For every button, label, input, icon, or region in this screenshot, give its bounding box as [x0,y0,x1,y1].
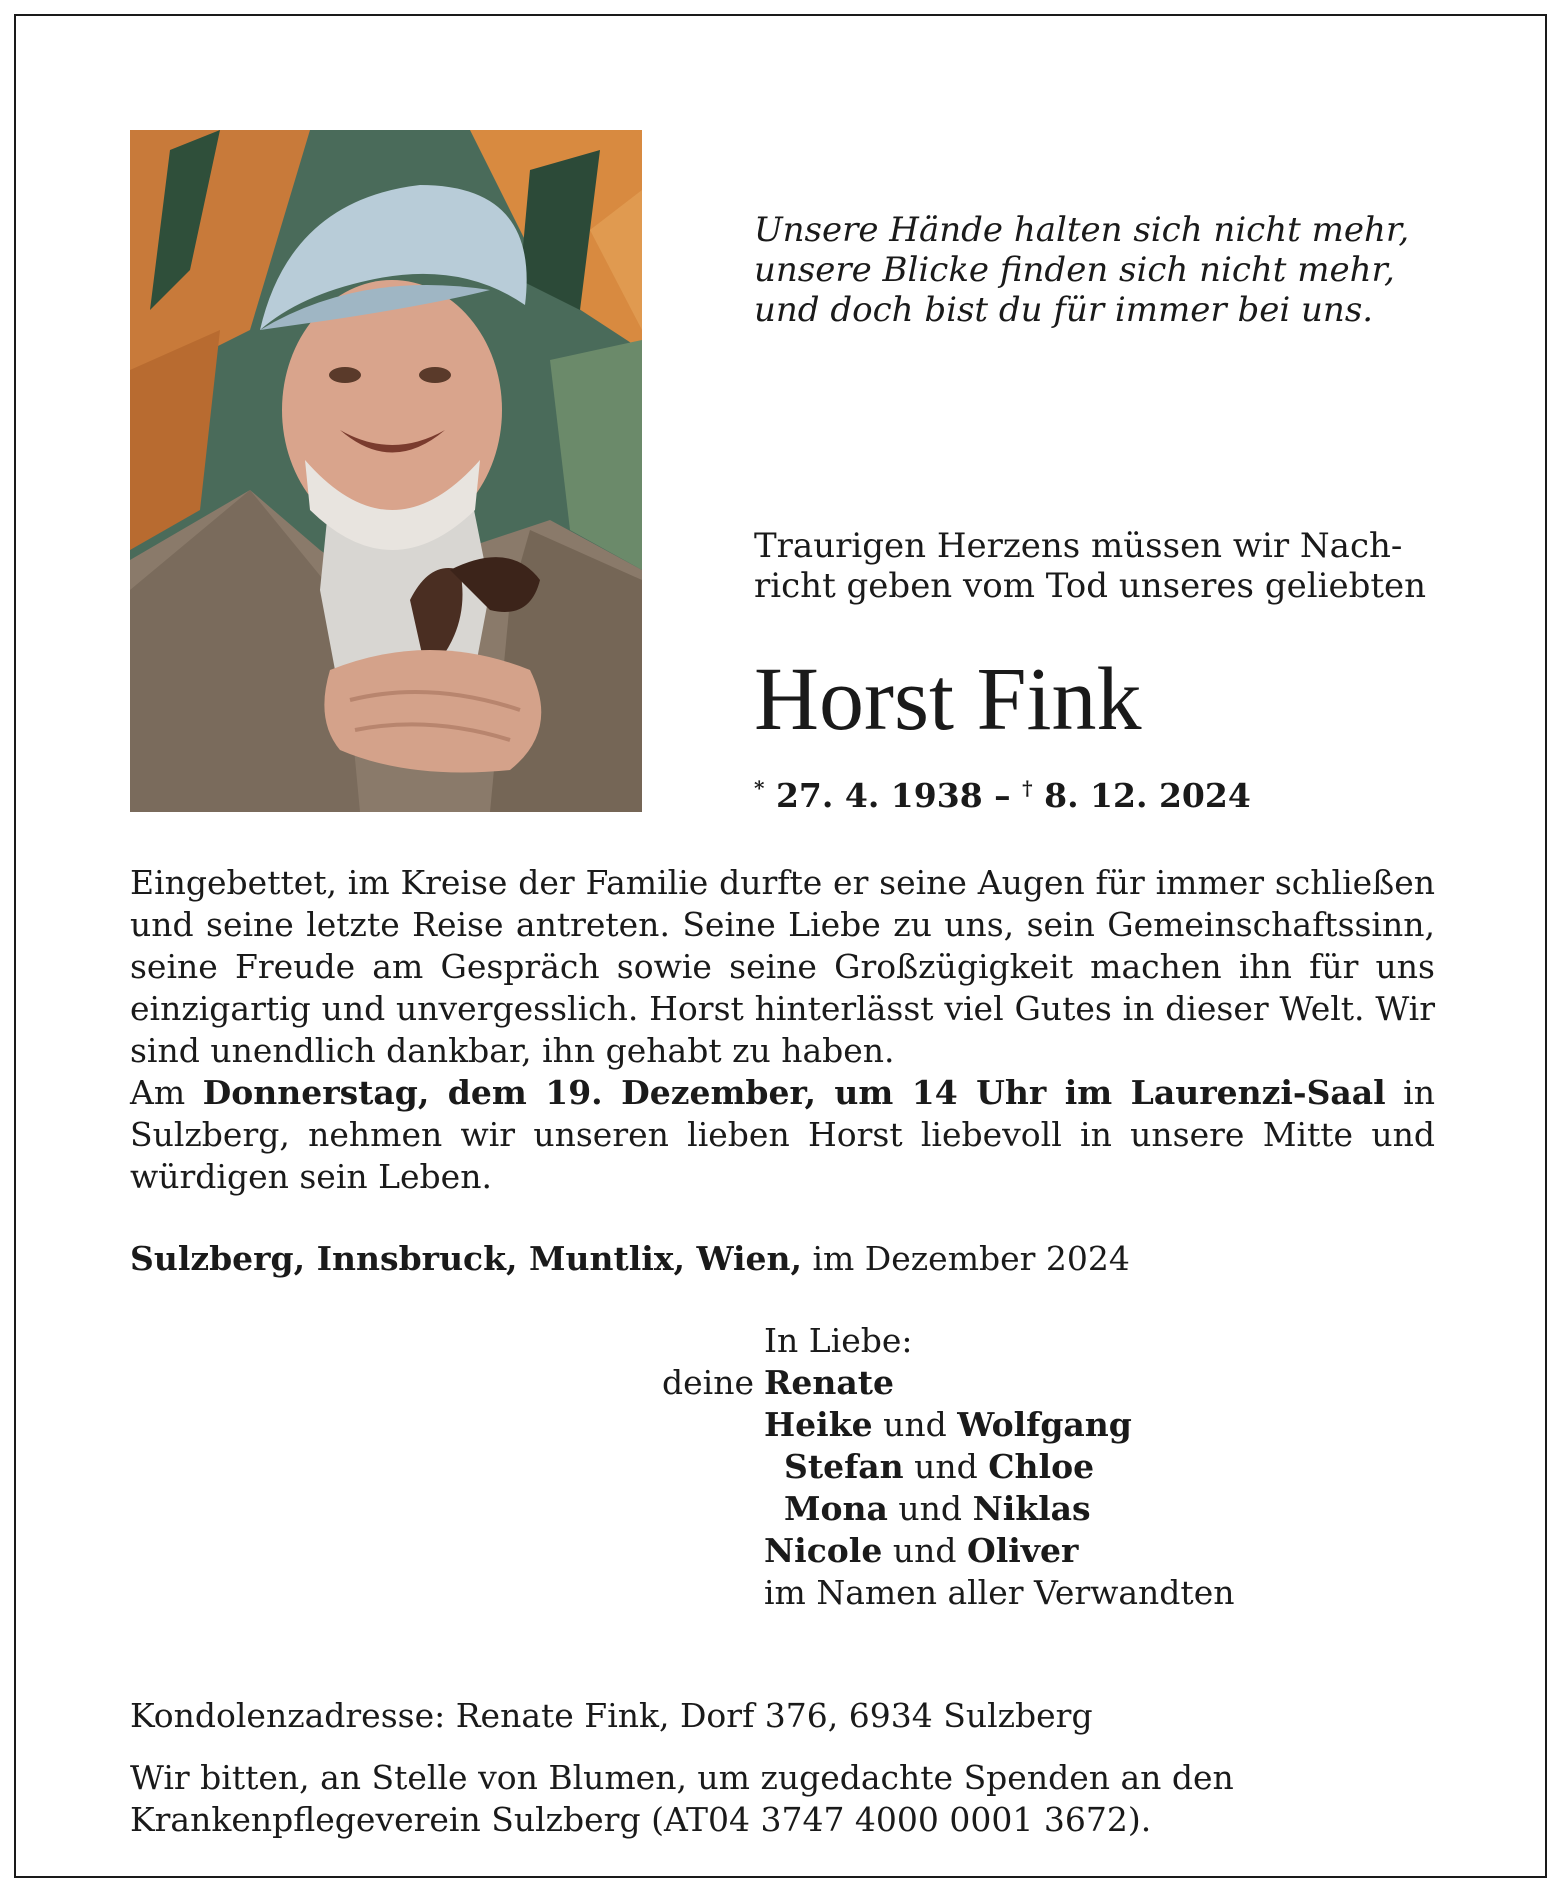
birth-symbol: * [754,776,765,800]
poem-line: Unsere Hände halten sich nicht mehr, [754,210,1410,250]
poem-line: und doch bist du für immer bei uns. [754,290,1374,330]
family-member: Mona [784,1489,888,1528]
deine-label: deine [662,1363,754,1402]
portrait-photo [130,130,642,812]
und-label: und [898,1489,963,1528]
family-member: Chloe [988,1447,1095,1486]
ceremony-details: Donnerstag, dem 19. Dezember, um 14 Uhr im Laurenzi-Saal [202,1073,1386,1112]
place-date-line [130,1239,1130,1278]
family-signature [650,1320,1234,1614]
life-dates [754,776,1251,815]
und-label: und [914,1447,978,1486]
family-member: Renate [764,1363,895,1402]
family-member: Nicole [764,1531,883,1570]
donation-note: Wir bitten, an Stelle von Blumen, um zugedachte Spenden an den Krankenpflegeverein Sulzberg (AT04 3747 4000 0001 3672). [130,1758,1234,1839]
body-paragraph: Eingebettet, im Kreise der Familie durfte er seine Augen für immer schließen und seine letzte Reise antreten. Seine Liebe zu uns, sein Gemeinschaftssinn, seine Freude am Gespräch sowie seine Großzügigkeit machen ihn für uns einzigartig und unvergesslich. Horst hinterlässt viel Gutes in dieser Welt. Wir sind unendlich dankbar, ihn gehabt zu haben. [130,863,1435,1070]
family-member: Wolfgang [957,1405,1132,1444]
family-member: Oliver [966,1531,1079,1570]
family-member: Stefan [784,1447,904,1486]
birth-date: 27. 4. 1938 [775,776,983,815]
family-closing: im Namen aller Verwandten [764,1573,1235,1612]
family-heading: In Liebe: [764,1321,913,1360]
condolence-address: Kondolenzadresse: Renate Fink, Dorf 376, 6934 Sulzberg [130,1696,1093,1735]
intro-text [754,526,1426,606]
death-symbol: † [1022,776,1033,800]
family-member: Heike [764,1405,873,1444]
poem [754,210,1409,330]
intro-line: richt geben vom Tod unseres geliebten [754,566,1427,606]
ceremony-text: in Sulzberg, nehmen wir unseren lieben Horst liebevoll in unsere Mitte und würdigen sein Leben. [130,1073,1435,1196]
deceased-name: Horst Fink [754,650,1142,749]
und-label: und [883,1405,947,1444]
place-date: im Dezember 2024 [801,1239,1130,1278]
date-separator: – [982,776,1023,815]
ceremony-paragraph [130,1072,1435,1198]
places: Sulzberg, Innsbruck, Muntlix, Wien, [130,1239,802,1278]
intro-line: Traurigen Herzens müssen wir Nach- [754,526,1403,566]
poem-line: unsere Blicke finden sich nicht mehr, [754,250,1395,290]
und-label: und [892,1531,957,1570]
death-date: 8. 12. 2024 [1044,776,1251,815]
ceremony-text: Am [130,1073,203,1112]
family-member: Niklas [972,1489,1091,1528]
obituary-body [130,862,1435,1198]
